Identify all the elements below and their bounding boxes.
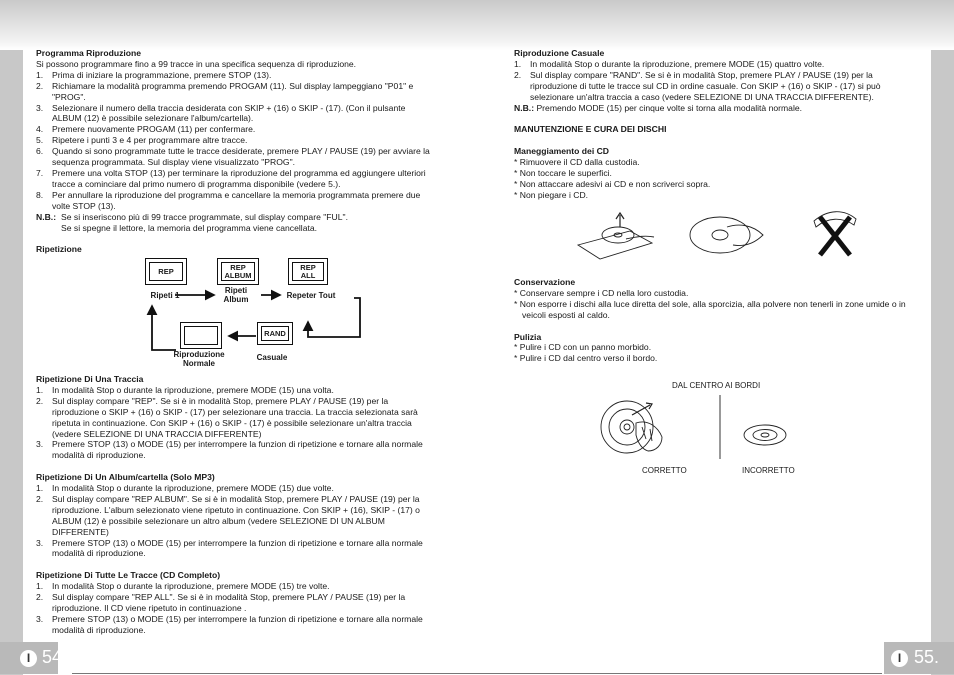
page-number-right-text: 55. bbox=[914, 647, 940, 667]
list-item bbox=[36, 439, 436, 461]
list-item bbox=[36, 396, 436, 440]
left-column bbox=[36, 48, 436, 255]
list-item: * Pulire i CD dal centro verso il bordo. bbox=[514, 353, 658, 364]
right-margin-bar bbox=[931, 50, 954, 675]
box-rand: RAND bbox=[257, 322, 293, 345]
language-badge-left: I bbox=[20, 650, 37, 667]
cd-clean-incorrect-icon bbox=[744, 425, 786, 445]
item-text: Sul display compare "REP ALL". Se si è in modalità Stop, premere PLAY / PAUSE (19) per la riproduzione. Il CD viene ripetuto in continuazione . bbox=[52, 592, 406, 613]
item-number: 1. bbox=[36, 69, 44, 80]
box-rep-album: REP ALBUM bbox=[217, 258, 259, 285]
conservazione-title: Conservazione bbox=[514, 277, 576, 287]
list-item bbox=[36, 135, 436, 146]
list-item: * Rimuovere il CD dalla custodia. bbox=[514, 157, 640, 168]
item-number: 6. bbox=[36, 146, 44, 157]
item-text: Selezionare il numero della traccia desiderata con SKIP + (16) o SKIP - (17). (Con il pulsante ALBUM (12) è possibile selezionare l'album/cartella). bbox=[52, 102, 406, 124]
page-number-right bbox=[884, 642, 954, 674]
tutte-title: Ripetizione Di Tutte Le Tracce (CD Completo) bbox=[36, 570, 221, 581]
item-text: Premere STOP (13) o MODE (15) per interrompere la funzion di ripetizione e tornare alla normale modalità di riproduzione. bbox=[52, 439, 423, 461]
list-item: * Non attaccare adesivi ai CD e non scriverci sopra. bbox=[514, 178, 711, 189]
header-gradient bbox=[0, 0, 954, 50]
left-column-lower bbox=[36, 374, 436, 636]
list-item bbox=[36, 146, 436, 168]
language-badge-right: I bbox=[891, 650, 908, 667]
list-item bbox=[514, 70, 914, 103]
item-text: Richiamare la modalità programma premendo PROGAM (11). Sul display lampeggiano "P01" e "PROG". bbox=[52, 80, 414, 102]
repeat-diagram bbox=[36, 250, 436, 375]
item-text: Sul display compare "REP ALBUM". Se si è in modalità Stop, premere PLAY / PAUSE (19) per la riproduzione. L'album selezionato viene ripetuto in continuazione. Con SKIP + (16), SKIP - (17) o ALBUM (12) è possibile selezionare un altro album (vedere SELEZIONE DI UN ALBUM DIFFERENTE) bbox=[52, 493, 420, 537]
label-ripeti-1: Ripeti 1 bbox=[150, 291, 180, 300]
list-item bbox=[36, 385, 436, 396]
cd-cleaning-illustration bbox=[600, 393, 790, 461]
item-number: 3. bbox=[36, 102, 44, 113]
item-number: 1. bbox=[514, 58, 522, 69]
programma-title: Programma Riproduzione bbox=[36, 48, 142, 58]
item-text: Sul display compare "REP". Se si è in modalità Stop, premere PLAY / PAUSE (19) per la riproduzione o SKIP + (16) o SKIP - (17) per selezionare una traccia. La traccia selezionata sarà ripetuta in continuazione. Con SKIP + (16) o SKIP - (17) è possibile selezionare un'altra traccia (vedere SELEZIONE DI UNA TRACCIA DIFFERENTE) bbox=[52, 395, 418, 439]
item-number: 2. bbox=[514, 69, 522, 80]
item-number: 5. bbox=[36, 135, 44, 146]
list-item: * Non piegare i CD. bbox=[514, 189, 589, 200]
bottom-rule bbox=[72, 673, 882, 674]
item-text: Premere nuovamente PROGAM (11) per confermare. bbox=[52, 124, 256, 135]
item-number: 2. bbox=[36, 395, 44, 406]
item-number: 3. bbox=[36, 613, 44, 624]
item-text: Premere STOP (13) o MODE (15) per interrompere la funzion di ripetizione e tornare alla normale modalità di riproduzione. bbox=[52, 613, 423, 635]
cd-hand-hold-icon bbox=[690, 217, 763, 253]
item-number: 2. bbox=[36, 493, 44, 504]
cd-clean-correct-icon bbox=[601, 401, 662, 453]
label-ripeti-album: Ripeti Album bbox=[223, 286, 249, 304]
box-normal bbox=[180, 322, 222, 349]
list-item bbox=[36, 614, 436, 636]
manutenzione-title: MANUTENZIONE E CURA DEI DISCHI bbox=[514, 124, 667, 135]
programma-nb-line2: Se si spegne il lettore, la memoria del programma viene cancellata. bbox=[61, 222, 318, 233]
item-number: 1. bbox=[36, 384, 44, 395]
item-text: Premere una volta STOP (13) per terminare la riproduzione del programma ed aggiungere ulteriori tracce a cominciare dal primo numero di programma disponibile (vedere 5.). bbox=[52, 167, 426, 189]
cd-remove-from-case-icon bbox=[578, 213, 654, 259]
casuale-nb: N.B.: Premendo MODE (15) per cinque volte si torna alla modalità normale. bbox=[514, 102, 803, 113]
item-text: Prima di iniziare la programmazione, premere STOP (13). bbox=[52, 69, 272, 80]
list-item bbox=[36, 494, 436, 538]
list-item: * Pulire i CD con un panno morbido. bbox=[514, 342, 652, 353]
list-item bbox=[36, 538, 436, 560]
right-column-lower bbox=[514, 277, 914, 364]
cd-handling-illustrations bbox=[570, 207, 870, 265]
cd-no-bend-icon bbox=[814, 212, 856, 255]
item-number: 1. bbox=[36, 483, 44, 494]
list-item: * Non toccare le superfici. bbox=[514, 167, 612, 178]
label-repeter-tout: Repeter Tout bbox=[286, 291, 336, 300]
list-item bbox=[36, 124, 436, 135]
dal-centro-label: DAL CENTRO AI BORDI bbox=[672, 381, 761, 390]
list-item bbox=[36, 81, 436, 103]
list-item: * Non esporre i dischi alla luce diretta del sole, alla sporcizia, alla polvere non tenerli in zone umide o in veicoli esposti al caldo. bbox=[514, 298, 906, 320]
pulizia-list bbox=[514, 342, 914, 364]
album-steps bbox=[36, 483, 436, 559]
list-item bbox=[36, 190, 436, 212]
una-traccia-title: Ripetizione Di Una Traccia bbox=[36, 374, 144, 384]
incorretto-label: INCORRETTO bbox=[742, 466, 795, 475]
label-casuale: Casuale bbox=[256, 353, 288, 362]
pulizia-title: Pulizia bbox=[514, 331, 542, 342]
left-margin-bar bbox=[0, 50, 23, 675]
tutte-steps bbox=[36, 581, 436, 636]
maneggiamento-title: Maneggiamento dei CD bbox=[514, 146, 610, 157]
casuale-title: Riproduzione Casuale bbox=[514, 48, 605, 58]
box-rep: REP bbox=[145, 258, 187, 285]
item-text: Per annullare la riproduzione del programma e cancellare la memoria programmata premere due volte STOP (13). bbox=[52, 189, 421, 211]
item-text: Quando si sono programmate tutte le tracce desiderate, premere PLAY / PAUSE (19) per avviare la sequenza programmata. Sul display viene visualizzato "PROG". bbox=[52, 146, 430, 168]
item-text: Premere STOP (13) o MODE (15) per interrompere la funzion di ripetizione e tornare alla normale modalità di riproduzione. bbox=[52, 537, 423, 559]
una-traccia-steps bbox=[36, 385, 436, 461]
item-number: 8. bbox=[36, 189, 44, 200]
corretto-label: CORRETTO bbox=[642, 466, 687, 475]
item-text: In modalità Stop o durante la riproduzione, premere MODE (15) tre volte. bbox=[52, 581, 330, 592]
list-item bbox=[514, 59, 914, 70]
list-item bbox=[36, 168, 436, 190]
item-number: 4. bbox=[36, 124, 44, 135]
casuale-steps bbox=[514, 59, 914, 103]
ripetizione-title: Ripetizione bbox=[36, 244, 82, 255]
label-riproduzione-normale: Riproduzione Normale bbox=[173, 350, 225, 368]
conservazione-list bbox=[514, 288, 914, 321]
item-text: Sul display compare "RAND". Se si è in modalità Stop, premere PLAY / PAUSE (19) per la riproduzione di tutte le tracce sul CD in ordine casuale. Con SKIP + (16) o SKIP - (17) si può selezionare un'altra traccia a caso (vedere SELEZIONE DI UNA TRACCIA DIFFERENTE). bbox=[530, 69, 881, 102]
programma-nb: N.B.: Se si inseriscono più di 99 tracce programmate, sul display compare "FUL". bbox=[36, 211, 348, 222]
item-number: 7. bbox=[36, 167, 44, 178]
item-text: In modalità Stop o durante la riproduzione, premere MODE (15) quattro volte. bbox=[530, 58, 825, 69]
list-item bbox=[36, 70, 436, 81]
right-column bbox=[514, 48, 914, 201]
item-number: 2. bbox=[36, 592, 44, 603]
list-item: * Conservare sempre i CD nella loro custodia. bbox=[514, 287, 689, 298]
item-text: Ripetere i punti 3 e 4 per programmare altre tracce. bbox=[52, 135, 248, 146]
item-number: 3. bbox=[36, 537, 44, 548]
page-number-left-text: 54. bbox=[42, 647, 68, 667]
item-number: 2. bbox=[36, 80, 44, 91]
page-number-left bbox=[0, 642, 68, 674]
list-item bbox=[36, 103, 436, 125]
item-text: In modalità Stop o durante la riproduzione, premere MODE (15) una volta. bbox=[52, 384, 334, 395]
item-number: 1. bbox=[36, 581, 44, 592]
programma-steps bbox=[36, 70, 436, 212]
list-item bbox=[36, 483, 436, 494]
album-title: Ripetizione Di Un Album/cartella (Solo MP3) bbox=[36, 472, 215, 483]
item-text: In modalità Stop o durante la riproduzione, premere MODE (15) due volte. bbox=[52, 483, 334, 494]
list-item bbox=[36, 581, 436, 592]
box-rep-all: REP ALL bbox=[288, 258, 328, 285]
programma-intro: Si possono programmare fino a 99 tracce in una specifica sequenza di riproduzione. bbox=[36, 58, 357, 69]
maneggiamento-list bbox=[514, 157, 914, 201]
item-number: 3. bbox=[36, 439, 44, 450]
list-item bbox=[36, 592, 436, 614]
